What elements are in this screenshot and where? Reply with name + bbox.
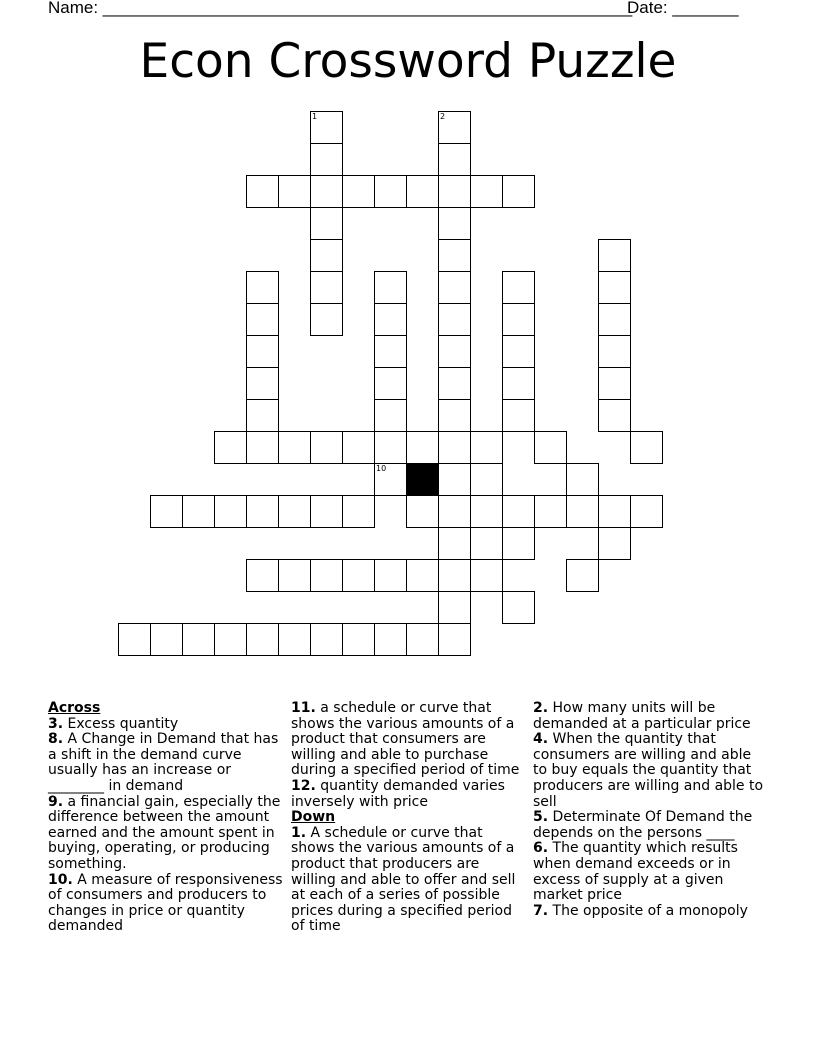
clue-column-1 [48, 701, 284, 935]
grid-cell[interactable] [182, 623, 215, 656]
grid-cell[interactable] [310, 175, 343, 208]
grid-cell[interactable] [438, 303, 471, 336]
across-clue-10: 10. A measure of responsiveness of consumers and producers to changes in price or quantity demanded [48, 871, 283, 935]
grid-cell[interactable] [342, 623, 375, 656]
down-clue-2: 2. How many units will be demanded at a particular price [533, 700, 751, 732]
grid-cell[interactable] [502, 367, 535, 400]
grid-cell[interactable] [150, 495, 183, 528]
grid-cell[interactable] [502, 527, 535, 560]
grid-cell[interactable] [438, 495, 471, 528]
grid-cell[interactable] [214, 431, 247, 464]
across-clue-8: 8. A Change in Demand that has a shift in the demand curve usually has an increase or ________ in demand [48, 731, 279, 794]
grid-cell[interactable] [374, 367, 407, 400]
clue-number: 2 [440, 112, 446, 121]
grid-cell[interactable] [566, 463, 599, 496]
grid-cell[interactable] [438, 367, 471, 400]
grid-cell[interactable] [374, 303, 407, 336]
grid-cell[interactable] [246, 399, 279, 432]
clue-number: 1 [312, 112, 318, 121]
clue-column-2 [291, 701, 527, 935]
grid-cell[interactable] [598, 271, 631, 304]
grid-cell[interactable] [310, 559, 343, 592]
grid-cell[interactable] [374, 399, 407, 432]
grid-cell[interactable] [438, 271, 471, 304]
grid-cell[interactable] [374, 431, 407, 464]
grid-cell[interactable] [214, 495, 247, 528]
grid-cell[interactable] [310, 239, 343, 272]
grid-cell[interactable] [342, 431, 375, 464]
grid-cell[interactable] [310, 431, 343, 464]
grid-cell[interactable] [246, 623, 279, 656]
grid-cell[interactable] [438, 175, 471, 208]
grid-cell[interactable] [566, 559, 599, 592]
grid-cell[interactable] [470, 559, 503, 592]
grid-cell[interactable] [374, 623, 407, 656]
across-clue-12: 12. quantity demanded varies inversely with price [291, 777, 505, 810]
grid-cell[interactable] [502, 495, 535, 528]
grid-cell[interactable] [438, 527, 471, 560]
across-clue-11: 11. a schedule or curve that shows the various amounts of a product that consumers are willing and able to purchase during a specified period of time [291, 700, 520, 779]
grid-cell[interactable] [438, 431, 471, 464]
grid-cell[interactable] [246, 303, 279, 336]
grid-cell[interactable] [278, 495, 311, 528]
grid-cell[interactable] [438, 207, 471, 240]
grid-cell[interactable] [246, 431, 279, 464]
clue-number: 10 [376, 464, 387, 473]
grid-cell[interactable] [502, 399, 535, 432]
grid-cell[interactable] [598, 303, 631, 336]
down-clue-6: 6. The quantity which results when demand exceeds or in excess of supply at a given market price [533, 840, 738, 904]
grid-cell[interactable] [438, 143, 471, 176]
black-cell [406, 463, 439, 496]
grid-cell[interactable] [246, 175, 279, 208]
grid-cell[interactable] [374, 463, 407, 496]
down-clue-1: 1. A schedule or curve that shows the various amounts of a product that producers are willing and able to offer and sell at each of a series of possible prices during a specified period of time [291, 824, 516, 935]
grid-cell[interactable] [470, 175, 503, 208]
grid-cell[interactable] [470, 495, 503, 528]
grid-cell[interactable] [502, 303, 535, 336]
grid-cell[interactable] [374, 271, 407, 304]
name-field[interactable]: Name: ________________________________________________________ [48, 0, 633, 17]
grid-cell[interactable] [278, 431, 311, 464]
grid-cell[interactable] [310, 495, 343, 528]
grid-cell[interactable] [598, 239, 631, 272]
grid-cell[interactable] [406, 495, 439, 528]
grid-cell[interactable] [502, 175, 535, 208]
grid-cell[interactable] [534, 495, 567, 528]
grid-cell[interactable] [278, 175, 311, 208]
grid-cell[interactable] [438, 239, 471, 272]
grid-cell[interactable] [342, 175, 375, 208]
grid-cell[interactable] [214, 623, 247, 656]
grid-cell[interactable] [598, 527, 631, 560]
down-clue-5: 5. Determinate Of Demand the depends on the persons ____ [533, 809, 753, 841]
across-clue-3: 3. Excess quantity [48, 715, 179, 732]
date-field[interactable]: Date: _______ [627, 0, 739, 17]
grid-cell[interactable] [438, 335, 471, 368]
grid-cell[interactable] [374, 559, 407, 592]
grid-cell[interactable] [438, 591, 471, 624]
down-clue-4: 4. When the quantity that consumers are willing and able to buy equals the quantity that producers are willing and able to sell [533, 731, 764, 810]
down-heading: Down [291, 809, 336, 826]
grid-cell[interactable] [150, 623, 183, 656]
grid-cell[interactable] [406, 431, 439, 464]
grid-cell[interactable] [310, 271, 343, 304]
grid-cell[interactable] [438, 111, 471, 144]
grid-cell[interactable] [310, 111, 343, 144]
grid-cell[interactable] [470, 431, 503, 464]
grid-cell[interactable] [310, 143, 343, 176]
grid-cell[interactable] [246, 271, 279, 304]
grid-cell[interactable] [438, 623, 471, 656]
grid-cell[interactable] [534, 431, 567, 464]
grid-cell[interactable] [246, 559, 279, 592]
grid-cell[interactable] [278, 623, 311, 656]
grid-cell[interactable] [374, 175, 407, 208]
grid-cell[interactable] [502, 591, 535, 624]
grid-cell[interactable] [502, 335, 535, 368]
grid-cell[interactable] [438, 463, 471, 496]
grid-cell[interactable] [246, 495, 279, 528]
grid-cell[interactable] [598, 399, 631, 432]
grid-cell[interactable] [566, 495, 599, 528]
grid-cell[interactable] [630, 495, 663, 528]
page-title: Econ Crossword Puzzle [139, 34, 677, 89]
grid-cell[interactable] [406, 623, 439, 656]
grid-cell[interactable] [374, 335, 407, 368]
grid-cell[interactable] [470, 463, 503, 496]
grid-cell[interactable] [598, 335, 631, 368]
down-clue-7: 7. The opposite of a monopoly [533, 902, 748, 919]
grid-cell[interactable] [406, 559, 439, 592]
grid-cell[interactable] [502, 271, 535, 304]
clue-column-3 [533, 701, 769, 919]
grid-cell[interactable] [182, 495, 215, 528]
grid-cell[interactable] [406, 175, 439, 208]
grid-cell[interactable] [310, 207, 343, 240]
grid-cell[interactable] [118, 623, 151, 656]
grid-cell[interactable] [342, 495, 375, 528]
across-heading: Across [48, 700, 101, 716]
grid-cell[interactable] [438, 399, 471, 432]
grid-cell[interactable] [246, 367, 279, 400]
grid-cell[interactable] [310, 303, 343, 336]
grid-cell[interactable] [246, 335, 279, 368]
grid-cell[interactable] [278, 559, 311, 592]
grid-cell[interactable] [630, 431, 663, 464]
grid-cell[interactable] [310, 623, 343, 656]
across-clue-9: 9. a financial gain, especially the difference between the amount earned and the amount spent in buying, operating, or producing something. [48, 793, 281, 872]
grid-cell[interactable] [598, 367, 631, 400]
grid-cell[interactable] [342, 559, 375, 592]
grid-cell[interactable] [598, 495, 631, 528]
